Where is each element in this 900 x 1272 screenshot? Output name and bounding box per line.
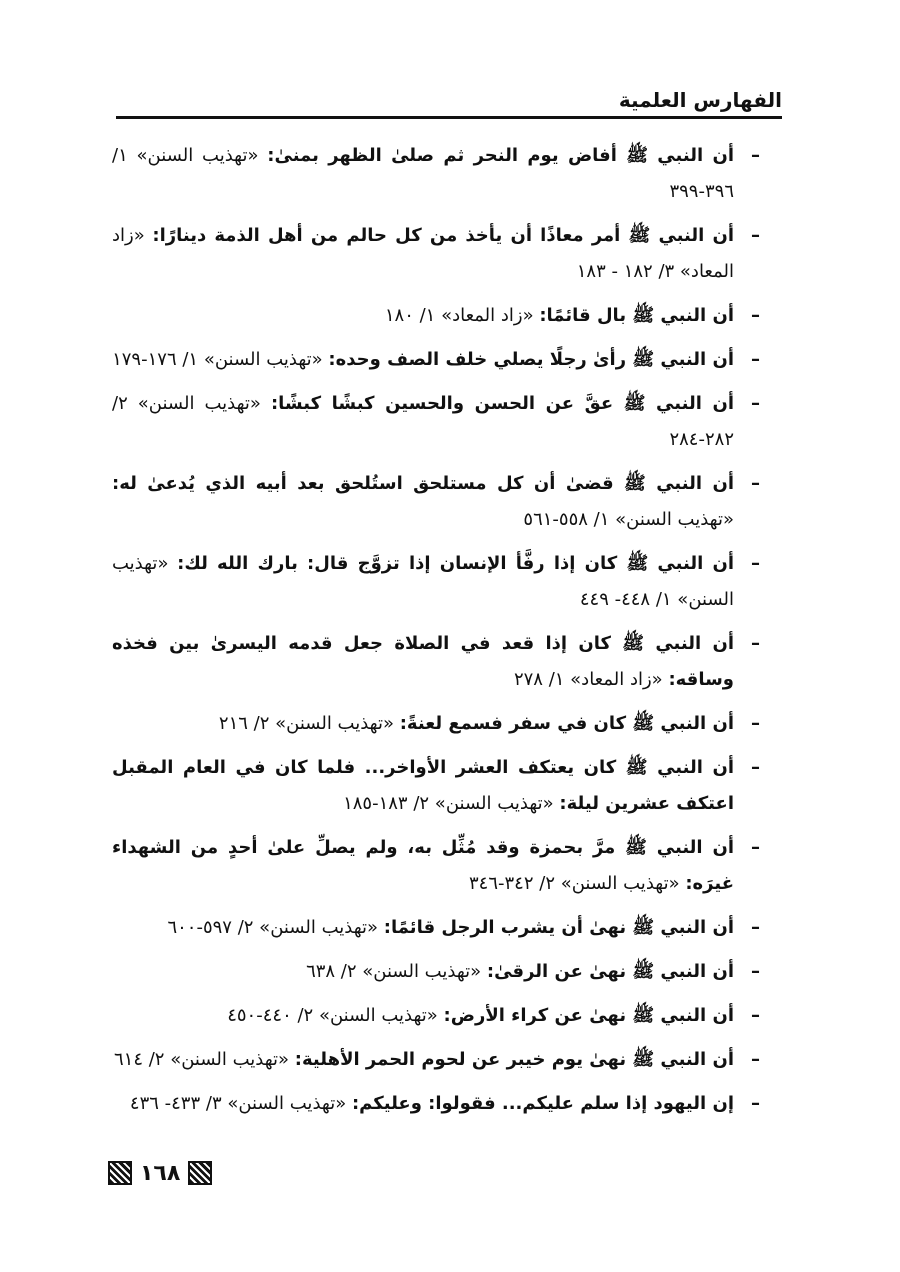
entry-phrase: أن النبي ﷺ قضىٰ أن كل مستلحق استُلحق بعد أبيه الذي يُدعىٰ له:	[112, 473, 734, 494]
list-item	[112, 830, 760, 902]
list-dash: –	[751, 633, 760, 654]
entry-source: «زاد المعاد» ١/ ٢٧٨	[513, 669, 663, 690]
list-item	[112, 1086, 760, 1122]
list-dash: –	[751, 1093, 760, 1114]
entry-phrase: أن النبي ﷺ كان يعتكف العشر الأواخر... فلما كان في العام المقبل اعتكف عشرين ليلة:	[112, 757, 734, 814]
index-entries	[112, 138, 760, 1130]
list-item	[112, 546, 760, 618]
list-item	[112, 1042, 760, 1078]
entry-source: «تهذيب السنن» ١/ ٣٩٦-٣٩٩	[112, 145, 734, 202]
list-dash: –	[751, 349, 760, 370]
list-item	[112, 998, 760, 1034]
list-item	[112, 626, 760, 698]
entry-source: «تهذيب السنن» ٢/ ٥٩٧-٦٠٠	[167, 917, 379, 938]
entry-phrase: أن النبي ﷺ نهىٰ عن الرقىٰ:	[486, 961, 734, 982]
list-dash: –	[751, 145, 760, 166]
entry-phrase: أن النبي ﷺ بال قائمًا:	[539, 305, 734, 326]
entry-source: «تهذيب السنن» ٢/ ٢٨٢-٢٨٤	[112, 393, 734, 450]
entry-phrase: أن النبي ﷺ كان إذا قعد في الصلاة جعل قدمه اليسرىٰ بين فخذه وساقه:	[112, 633, 734, 690]
page-number: ١٦٨	[140, 1160, 181, 1186]
list-item	[112, 466, 760, 538]
running-header	[116, 88, 782, 118]
list-dash: –	[751, 305, 760, 326]
header-title: الفهارس العلمية	[618, 88, 782, 112]
list-dash: –	[751, 917, 760, 938]
entry-phrase: أن النبي ﷺ أفاض يوم النحر ثم صلىٰ الظهر بمنىٰ:	[267, 145, 734, 166]
list-dash: –	[751, 1005, 760, 1026]
list-dash: –	[751, 1049, 760, 1070]
list-item	[112, 750, 760, 822]
entry-phrase: أن النبي ﷺ نهىٰ يوم خيبر عن لحوم الحمر الأهلية:	[294, 1049, 734, 1070]
list-item	[112, 218, 760, 290]
entry-phrase: أن النبي ﷺ رأىٰ رجلًا يصلي خلف الصف وحده:	[328, 349, 734, 370]
header-rule	[116, 116, 782, 119]
list-item	[112, 298, 760, 334]
list-dash: –	[751, 473, 760, 494]
entry-source: «تهذيب السنن» ٢/ ٣٤٢-٣٤٦	[469, 873, 680, 894]
list-dash: –	[751, 713, 760, 734]
entry-phrase: أن النبي ﷺ مرَّ بحمزة وقد مُثِّل به، ولم يصلِّ علىٰ أحدٍ من الشهداء غيرَه:	[112, 837, 734, 894]
entry-source: «تهذيب السنن» ١/ ١٧٦-١٧٩	[112, 349, 323, 370]
entry-source: «تهذيب السنن» ٢/ ١٨٣-١٨٥	[343, 793, 554, 814]
list-item	[112, 910, 760, 946]
page-footer	[108, 1156, 212, 1190]
entry-source: «تهذيب السنن» ٣/ ٤٣٣- ٤٣٦	[129, 1093, 347, 1114]
entry-source: «زاد المعاد» ٣/ ١٨٢ - ١٨٣	[112, 225, 734, 282]
list-dash: –	[751, 837, 760, 858]
list-dash: –	[751, 961, 760, 982]
list-item	[112, 386, 760, 458]
entry-phrase: أن النبي ﷺ عقَّ عن الحسن والحسين كبشًا كبشًا:	[270, 393, 734, 414]
entry-phrase: إن اليهود إذا سلم عليكم... فقولوا: وعليكم:	[351, 1093, 734, 1114]
ornament-icon	[108, 1161, 132, 1185]
list-dash: –	[751, 393, 760, 414]
entry-phrase: أن النبي ﷺ نهىٰ عن كراء الأرض:	[443, 1005, 734, 1026]
list-item	[112, 342, 760, 378]
entry-source: «تهذيب السنن» ١/ ٥٥٨-٥٦١	[523, 509, 734, 530]
entry-source: «تهذيب السنن» ١/ ٤٤٨- ٤٤٩	[112, 553, 734, 610]
entry-source: «تهذيب السنن» ٢/ ٢١٦	[218, 713, 394, 734]
list-item	[112, 954, 760, 990]
entry-source: «تهذيب السنن» ٢/ ٦٣٨	[306, 961, 482, 982]
list-dash: –	[751, 225, 760, 246]
list-item	[112, 706, 760, 742]
entry-phrase: أن النبي ﷺ نهىٰ أن يشرب الرجل قائمًا:	[383, 917, 734, 938]
entry-phrase: أن النبي ﷺ كان في سفر فسمع لعنةً:	[399, 713, 734, 734]
entry-source: «زاد المعاد» ١/ ١٨٠	[384, 305, 534, 326]
ornament-icon	[188, 1161, 212, 1185]
entry-source: «تهذيب السنن» ٢/ ٦١٤	[113, 1049, 290, 1070]
list-item	[112, 138, 760, 210]
list-dash: –	[751, 553, 760, 574]
list-dash: –	[751, 757, 760, 778]
entry-source: «تهذيب السنن» ٢/ ٤٤٠-٤٥٠	[227, 1005, 438, 1026]
entry-phrase: أن النبي ﷺ كان إذا رفَّأ الإنسان إذا تزوَّج قال: بارك الله لك:	[177, 553, 734, 574]
entry-phrase: أن النبي ﷺ أمر معاذًا أن يأخذ من كل حالم من أهل الذمة دينارًا:	[152, 225, 734, 246]
